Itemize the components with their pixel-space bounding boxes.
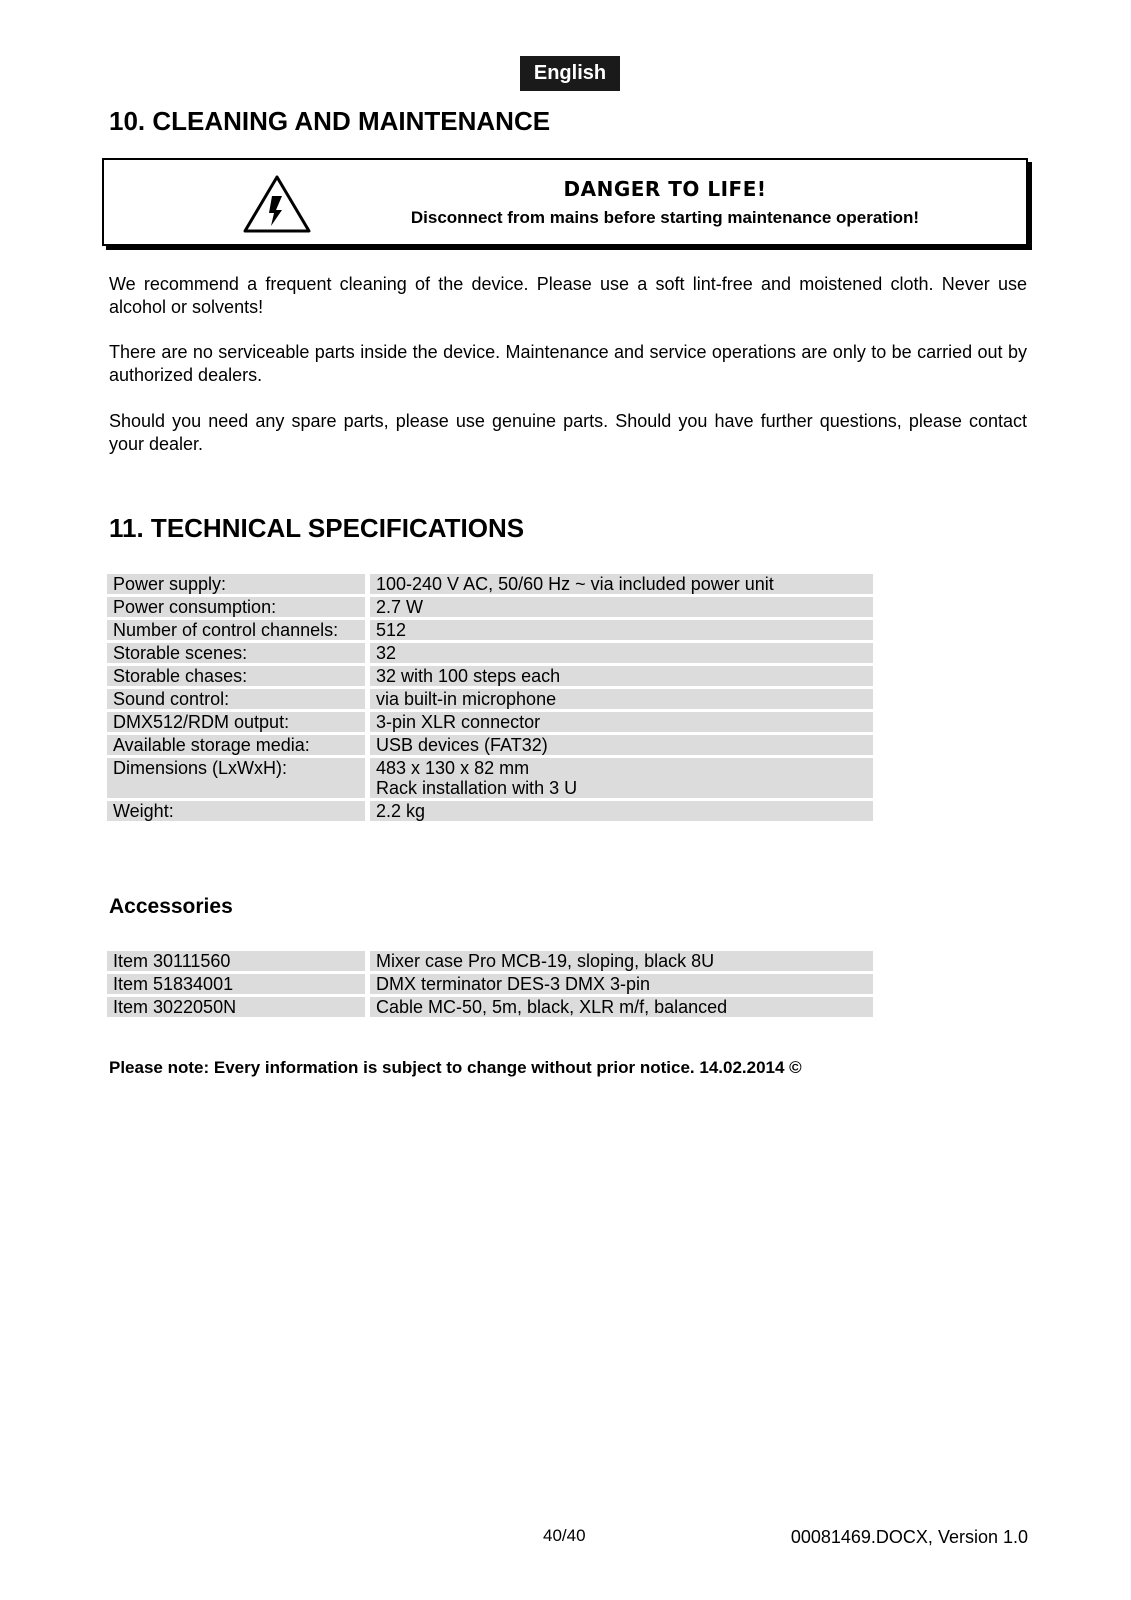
spec-value: 32 bbox=[370, 643, 873, 663]
table-row bbox=[107, 620, 873, 640]
language-badge: English bbox=[520, 56, 620, 91]
spare-parts-paragraph: Should you need any spare parts, please use genuine parts. Should you have further questions, please contact your dealer. bbox=[109, 411, 1027, 454]
table-row bbox=[107, 974, 873, 994]
accessories-table bbox=[107, 948, 873, 1020]
danger-title: DANGER TO LIFE! bbox=[563, 177, 767, 201]
accessory-desc: Mixer case Pro MCB-19, sloping, black 8U bbox=[370, 951, 873, 971]
table-row bbox=[107, 758, 873, 798]
spec-label: Dimensions (LxWxH): bbox=[107, 758, 370, 798]
table-row bbox=[107, 735, 873, 755]
spec-value-line: Rack installation with 3 U bbox=[376, 778, 578, 798]
accessory-desc: Cable MC-50, 5m, black, XLR m/f, balanced bbox=[370, 997, 873, 1017]
section-11-title: 11. TECHNICAL SPECIFICATIONS bbox=[109, 513, 525, 543]
accessory-desc: DMX terminator DES-3 DMX 3-pin bbox=[370, 974, 873, 994]
document-version: 00081469.DOCX, Version 1.0 bbox=[790, 1527, 1028, 1547]
table-row bbox=[107, 801, 873, 821]
specifications-table bbox=[107, 571, 873, 824]
spec-label: Power supply: bbox=[107, 574, 370, 594]
table-row bbox=[107, 666, 873, 686]
spec-value: 512 bbox=[370, 620, 873, 640]
table-row bbox=[107, 997, 873, 1017]
spec-value: 2.2 kg bbox=[370, 801, 873, 821]
service-paragraph: There are no serviceable parts inside the device. Maintenance and service operations are only to be carried out by authorized dealers. bbox=[109, 342, 1027, 385]
table-row bbox=[107, 574, 873, 594]
high-voltage-warning-icon bbox=[242, 174, 312, 234]
spec-value: 32 with 100 steps each bbox=[370, 666, 873, 686]
spec-value: USB devices (FAT32) bbox=[370, 735, 873, 755]
page-number: 40/40 bbox=[543, 1526, 586, 1545]
spec-value-line: 483 x 130 x 82 mm bbox=[376, 758, 530, 778]
spec-label: Weight: bbox=[107, 801, 370, 821]
spec-value: 3-pin XLR connector bbox=[370, 712, 873, 732]
spec-value bbox=[370, 758, 873, 798]
spec-value: via built-in microphone bbox=[370, 689, 873, 709]
spec-label: DMX512/RDM output: bbox=[107, 712, 370, 732]
change-notice: Please note: Every information is subject to change without prior notice. 14.02.2014 © bbox=[109, 1058, 802, 1077]
accessory-item: Item 3022050N bbox=[107, 997, 370, 1017]
danger-text: Disconnect from mains before starting maintenance operation! bbox=[410, 208, 920, 227]
danger-warning-box bbox=[102, 158, 1028, 246]
accessory-item: Item 30111560 bbox=[107, 951, 370, 971]
spec-label: Storable scenes: bbox=[107, 643, 370, 663]
table-row bbox=[107, 951, 873, 971]
table-row bbox=[107, 597, 873, 617]
spec-label: Power consumption: bbox=[107, 597, 370, 617]
accessories-title: Accessories bbox=[109, 895, 233, 918]
table-row bbox=[107, 643, 873, 663]
spec-value: 100-240 V AC, 50/60 Hz ~ via included power unit bbox=[370, 574, 873, 594]
spec-label: Available storage media: bbox=[107, 735, 370, 755]
accessory-item: Item 51834001 bbox=[107, 974, 370, 994]
spec-label: Number of control channels: bbox=[107, 620, 370, 640]
table-row bbox=[107, 689, 873, 709]
spec-label: Storable chases: bbox=[107, 666, 370, 686]
spec-label: Sound control: bbox=[107, 689, 370, 709]
section-10-title: 10. CLEANING AND MAINTENANCE bbox=[109, 106, 551, 136]
table-row bbox=[107, 712, 873, 732]
cleaning-paragraph: We recommend a frequent cleaning of the device. Please use a soft lint-free and moistened cloth. Never use alcohol or solvents! bbox=[109, 274, 1027, 317]
spec-value: 2.7 W bbox=[370, 597, 873, 617]
